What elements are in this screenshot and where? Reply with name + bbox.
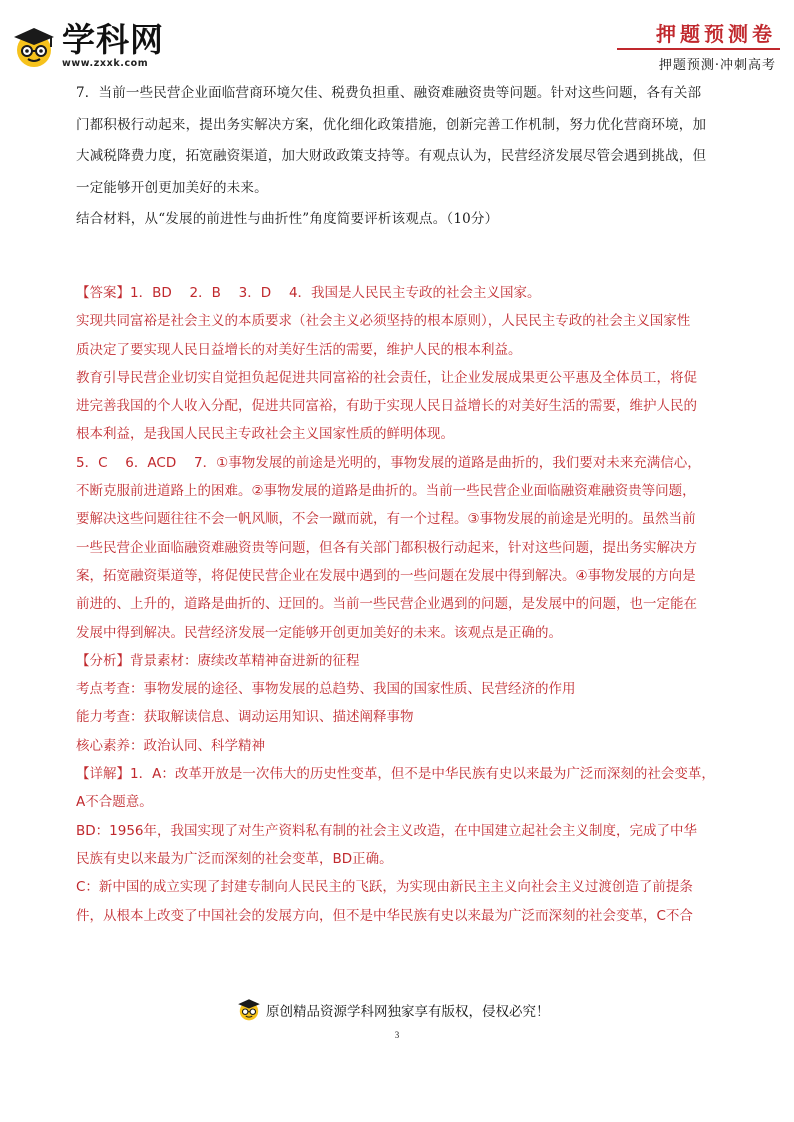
brand-name: 学科网 (62, 20, 164, 59)
question-line: 7．当前一些民营企业面临营商环境欠佳、税费负担重、融资难融资贵等问题。针对这些问题，各有关部 (76, 85, 702, 101)
answer-line: 教育引导民营企业切实自觉担负起促进共同富裕的社会责任，让企业发展成果更公平惠及全体员工，将促 (76, 369, 697, 386)
answer-line: 【答案】1．BD 2．B 3．D 4．我国是人民民主专政的社会主义国家。 (76, 284, 541, 301)
copyright-notice: 原创精品资源学科网独家享有版权，侵权必究！ (266, 1004, 550, 1020)
answer-line: 一些民营企业面临融资难融资贵等问题，但各有关部门都积极行动起来，针对这些问题，提出务实解决方 (76, 539, 697, 556)
question-line: 一定能够开创更加美好的未来。 (76, 179, 268, 196)
graduate-cap-face-icon (236, 996, 262, 1022)
question-line: 大减税降费力度，拓宽融资渠道，加大财政政策支持等。有观点认为，民营经济发展尽管会遇到挑战，但 (76, 148, 707, 165)
paper-subtitle: 押题预测·冲刺高考 (658, 58, 776, 73)
answer-line: 案，拓宽融资渠道等，将促使民营企业在发展中遇到的一些问题在发展中得到解决。④事物发展的方向是 (76, 567, 696, 584)
page-header (0, 0, 794, 80)
question-task: 结合材料，从“发展的前进性与曲折性”角度简要评析该观点。（10分） (76, 211, 499, 228)
detail-line: 件，从根本上改变了中国社会的发展方向，但不是中华民族有史以来最为广泛而深刻的社会变革，C不合 (76, 907, 693, 924)
analysis-line: 考点考查：事物发展的途径、事物发展的总趋势、我国的国家性质、民营经济的作用 (76, 681, 576, 698)
question-7 (76, 78, 724, 236)
analysis-line: 核心素养：政治认同、科学精神 (76, 737, 265, 754)
page-number: 3 (394, 1030, 400, 1040)
detail-line: 【详解】1．A：改革开放是一次伟大的历史性变革，但不是中华民族有史以来最为广泛而深刻的社会变革， (76, 766, 715, 783)
detail-line: C：新中国的成立实现了封建专制向人民民主的飞跃，为实现由新民主主义向社会主义过渡创造了前提条 (76, 879, 693, 896)
detail-line: A不合题意。 (76, 794, 153, 811)
answer-line: 发展中得到解决。民营经济发展一定能够开创更加美好的未来。该观点是正确的。 (76, 624, 562, 641)
brand-url: www.zxxk.com (62, 58, 149, 69)
answer-line: 5．C 6．ACD 7．①事物发展的前途是光明的，事物发展的道路是曲折的，我们要对未来充满信心， (76, 454, 701, 471)
graduate-cap-face-icon (10, 22, 58, 70)
analysis-line: 【分析】背景素材：赓续改革精神奋进新的征程 (76, 652, 360, 669)
page-content (76, 78, 724, 930)
answer-section (76, 279, 724, 930)
title-divider (617, 48, 780, 50)
answer-line: 前进的、上升的，道路是曲折的、迂回的。当前一些民营企业遇到的问题，是发展中的问题，也一定能在 (76, 596, 697, 613)
page-footer (0, 996, 794, 1026)
answer-line: 进完善我国的个人收入分配，促进共同富裕，有助于实现人民日益增长的对美好生活的需要，维护人民的 (76, 398, 697, 415)
answer-line: 不断克服前进道路上的困难。②事物发展的道路是曲折的。当前一些民营企业面临融资难融资贵等问题， (76, 483, 696, 500)
paper-title: 押题预测卷 (656, 22, 776, 46)
answer-line: 要解决这些问题往往不会一帆风顺，不会一蹴而就，有一个过程。③事物发展的前途是光明的。虽然当前 (76, 511, 696, 528)
detail-line: BD：1956年，我国实现了对生产资料私有制的社会主义改造，在中国建立起社会主义制度，完成了中华 (76, 822, 698, 839)
answer-line: 根本利益，是我国人民民主专政社会主义国家性质的鲜明体现。 (76, 426, 454, 443)
detail-line: 民族有史以来最为广泛而深刻的社会变革，BD正确。 (76, 850, 393, 867)
analysis-line: 能力考查：获取解读信息、调动运用知识、描述阐释事物 (76, 709, 414, 726)
question-line: 门都积极行动起来，提出务实解决方案，优化细化政策措施，创新完善工作机制，努力优化营商环境，加 (76, 116, 707, 133)
answer-line: 质决定了要实现人民日益增长的对美好生活的需要，维护人民的根本利益。 (76, 341, 522, 358)
answer-line: 实现共同富裕是社会主义的本质要求（社会主义必须坚持的根本原则），人民民主专政的社会主义国家性 (76, 313, 691, 330)
